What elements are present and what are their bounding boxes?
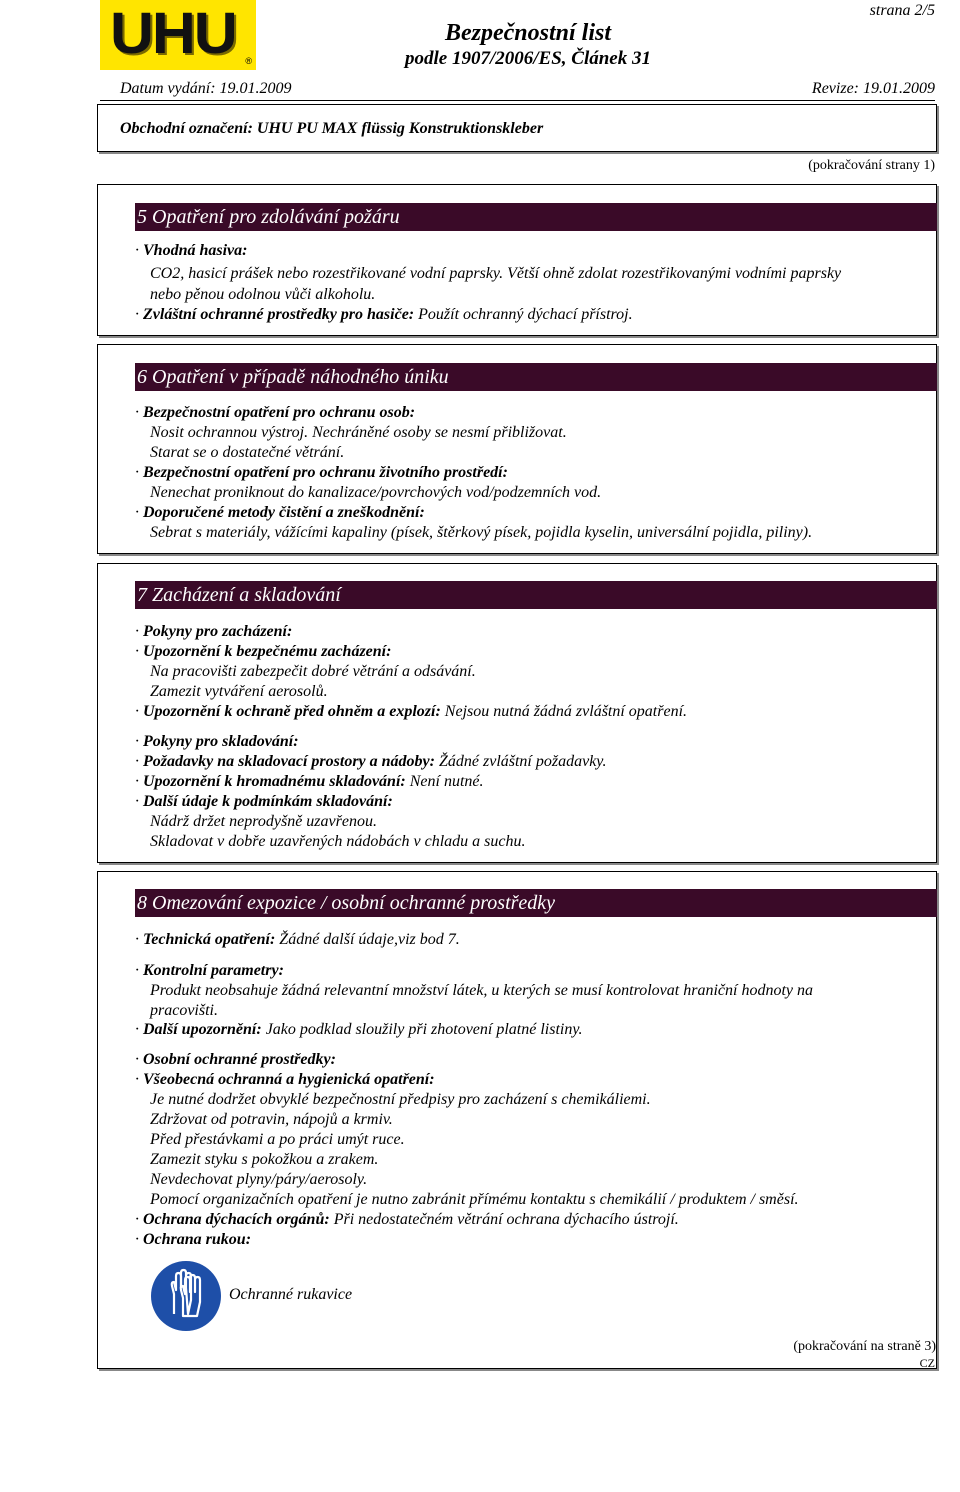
- section-5-title: 5 Opatření pro zdolávání požáru: [135, 203, 937, 231]
- s8-line: · Všeobecná ochranná a hygienická opatření:: [135, 1071, 435, 1088]
- section-8-title: 8 Omezování expozice / osobní ochranné prostředky: [135, 889, 937, 917]
- s8-line: · Osobní ochranné prostředky:: [135, 1051, 336, 1068]
- s6-line: Starat se o dostatečné větrání.: [150, 444, 345, 461]
- s8-line: Před přestávkami a po práci umýt ruce.: [150, 1131, 405, 1148]
- s6-line: · Bezpečnostní opatření pro ochranu životního prostředí:: [135, 464, 508, 481]
- s7-line: Na pracovišti zabezpečit dobré větrání a odsávání.: [150, 663, 476, 680]
- section-7-title: 7 Zacházení a skladování: [135, 581, 937, 609]
- s7-line: Nádrž držet neprodyšně uzavřenou.: [150, 813, 377, 830]
- s7-line: Skladovat v dobře uzavřených nádobách v chladu a suchu.: [150, 833, 526, 850]
- s8-line: Je nutné dodržet obvyklé bezpečnostní předpisy pro zacházení s chemikáliemi.: [150, 1091, 651, 1108]
- s7-line: · Upozornění k bezpečnému zacházení:: [135, 643, 392, 660]
- logo-registered-mark: ®: [245, 56, 252, 66]
- revision-date: Revize: 19.01.2009: [811, 80, 935, 97]
- s8-line: · Technická opatření: Žádné další údaje,viz bod 7.: [135, 931, 460, 948]
- s8-line: · Další upozornění: Jako podklad sloužily při zhotovení platné listiny.: [135, 1021, 583, 1038]
- section-6-title: 6 Opatření v případě náhodného úniku: [135, 363, 937, 391]
- header-divider: [100, 100, 935, 101]
- language-code: CZ: [919, 1356, 935, 1370]
- s8-line: Zamezit styku s pokožkou a zrakem.: [150, 1151, 379, 1168]
- logo-text: UHU: [110, 1, 236, 66]
- s7-line: Zamezit vytváření aerosolů.: [150, 683, 328, 700]
- document-title: Bezpečnostní list: [444, 20, 612, 46]
- date-row: [120, 80, 935, 98]
- s5-line: nebo pěnou odolnou vůči alkoholu.: [150, 286, 376, 303]
- s5-line: · Zvláštní ochranné prostředky pro hasiče: Použít ochranný dýchací přístroj.: [135, 306, 633, 323]
- s8-line: · Ochrana dýchacích orgánů: Při nedostatečném větrání ochrana dýchacího ústrojí.: [135, 1211, 679, 1228]
- s8-line: Produkt neobsahuje žádná relevantní množství látek, u kterých se musí kontrolovat hraniční hodnoty na: [150, 982, 813, 999]
- s7-line: · Pokyny pro skladování:: [135, 733, 299, 750]
- trade-name-box: [97, 104, 937, 152]
- page-number: strana 2/5: [869, 2, 935, 19]
- issue-date: Datum vydání: 19.01.2009: [120, 80, 292, 97]
- section-8: [97, 871, 937, 1369]
- document-subtitle: podle 1907/2006/ES, Článek 31: [405, 48, 651, 69]
- s7-line: · Další údaje k podmínkám skladování:: [135, 793, 393, 810]
- s5-line: · Vhodná hasiva:: [135, 242, 248, 259]
- s8-line: Zdržovat od potravin, nápojů a krmiv.: [150, 1111, 393, 1128]
- s7-line: · Upozornění k ochraně před ohněm a explozí: Nejsou nutná žádná zvláštní opatření.: [135, 703, 688, 720]
- continued-from: (pokračování strany 1): [808, 158, 935, 173]
- s8-line: Pomocí organizačních opatření je nutno zabránit přímému kontaktu s chemikálií / produktem / směsí.: [150, 1191, 799, 1208]
- s6-line: · Bezpečnostní opatření pro ochranu osob:: [135, 404, 416, 421]
- s8-line: · Ochrana rukou:: [135, 1231, 252, 1248]
- s6-line: Nosit ochrannou výstroj. Nechráněné osoby se nesmí přibližovat.: [150, 424, 567, 441]
- s7-line: · Upozornění k hromadnému skladování: Není nutné.: [135, 773, 484, 790]
- s7-line: · Pokyny pro zacházení:: [135, 623, 293, 640]
- protective-gloves-icon: [150, 1260, 222, 1332]
- s8-line: Nevdechovat plyny/páry/aerosoly.: [150, 1171, 368, 1188]
- glove-label: Ochranné rukavice: [229, 1286, 353, 1303]
- s8-line: pracovišti.: [150, 1002, 218, 1019]
- section-5: [97, 184, 937, 336]
- s7-line: · Požadavky na skladovací prostory a nádoby: Žádné zvláštní požadavky.: [135, 753, 607, 770]
- s6-line: Nenechat proniknout do kanalizace/povrchových vod/podzemních vod.: [150, 484, 602, 501]
- continued-to: (pokračování na straně 3): [793, 1339, 936, 1354]
- s5-line: CO2, hasicí prášek nebo rozestřikované vodní paprsky. Větší ohně zdolat rozestřikovanými vodními paprsky: [150, 265, 842, 282]
- s8-line: · Kontrolní parametry:: [135, 962, 284, 979]
- trade-name: Obchodní označení: UHU PU MAX flüssig Konstruktionskleber: [120, 120, 544, 137]
- section-6: [97, 344, 937, 554]
- section-7: [97, 563, 937, 863]
- s6-line: · Doporučené metody čistění a zneškodnění:: [135, 504, 425, 521]
- s6-line: Sebrat s materiály, vážícími kapaliny (písek, štěrkový písek, pojidla kyselin, universální pojidla, piliny).: [150, 524, 813, 541]
